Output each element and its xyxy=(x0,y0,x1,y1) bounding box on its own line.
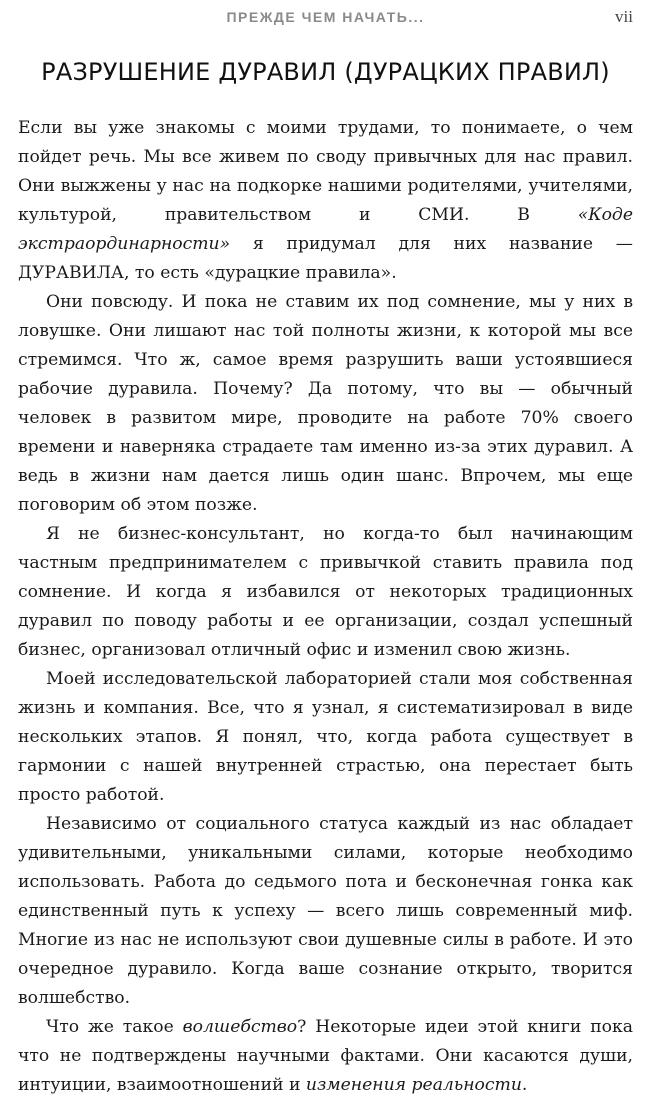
paragraph-3: Я не бизнес-консультант, но когда-то был начинающим частным предпринимателем с привычкой ставить правила под сомнение. И когда я избавился от некоторых традиционных дуравил по поводу работы и ее организации, создал успешный бизнес, организовал отличный офис и изменил свою жизнь. xyxy=(18,524,633,660)
page-number: vii xyxy=(615,7,633,26)
paragraph-2: Они повсюду. И пока не ставим их под сомнение, мы у них в ловушке. Они лишают нас той полноты жизни, к которой мы все стремимся. Что ж, самое время разрушить ваши устоявшиеся рабочие дуравила. Почему? Да потому, что вы — обычный человек в развитом мире, проводите на работе 70% своего времени и наверняка страдаете там именно из-за этих дуравил. А ведь в жизни нам дается лишь один шанс. Впрочем, мы еще поговорим об этом позже. xyxy=(18,292,633,515)
italic-magic: волшебство xyxy=(182,1017,298,1037)
book-title-italic: «Коде экстраординарности» xyxy=(18,205,633,254)
paragraph-4: Моей исследовательской лабораторией стали моя собственная жизнь и компания. Все, что я узнал, я систематизировал в виде нескольких этапов. Я понял, что, когда работа существует в гармонии с нашей внутренней страстью, она перестает быть просто работой. xyxy=(18,669,633,805)
paragraph-5: Независимо от социального статуса каждый из нас обладает удивительными, уникальными силами, которые необходимо использовать. Работа до седьмого пота и бесконечная гонка как единственный путь к успеху — всего лишь современный миф. Многие из нас не используют свои душевные силы в работе. И это очередное дуравило. Когда ваше сознание открыто, творится волшебство. xyxy=(18,814,633,1008)
italic-reality-change: изменения реальности xyxy=(305,1075,522,1095)
paragraph-6: Что же такое волшебство? Некоторые идеи этой книги пока что не подтверждены научными фактами. Они касаются души, интуиции, взаимоотношений и изменения реальности. xyxy=(18,1017,633,1095)
chapter-title: РАЗРУШЕНИЕ ДУРАВИЛ (ДУРАЦКИХ ПРАВИЛ) xyxy=(41,58,610,86)
paragraph-1: Если вы уже знакомы с моими трудами, то понимаете, о чем пойдет речь. Мы все живем по своду привычных для нас правил. Они выжжены у нас на подкорке нашими родителями, учителями, культурой, правительством и СМИ. В «Коде экстраординарности» я придумал для них название — ДУРАВИЛА, то есть «дурацкие правила». xyxy=(18,118,633,283)
running-head xyxy=(18,6,633,28)
body-text xyxy=(18,114,633,1100)
running-title: ПРЕЖДЕ ЧЕМ НАЧАТЬ... xyxy=(226,9,425,25)
